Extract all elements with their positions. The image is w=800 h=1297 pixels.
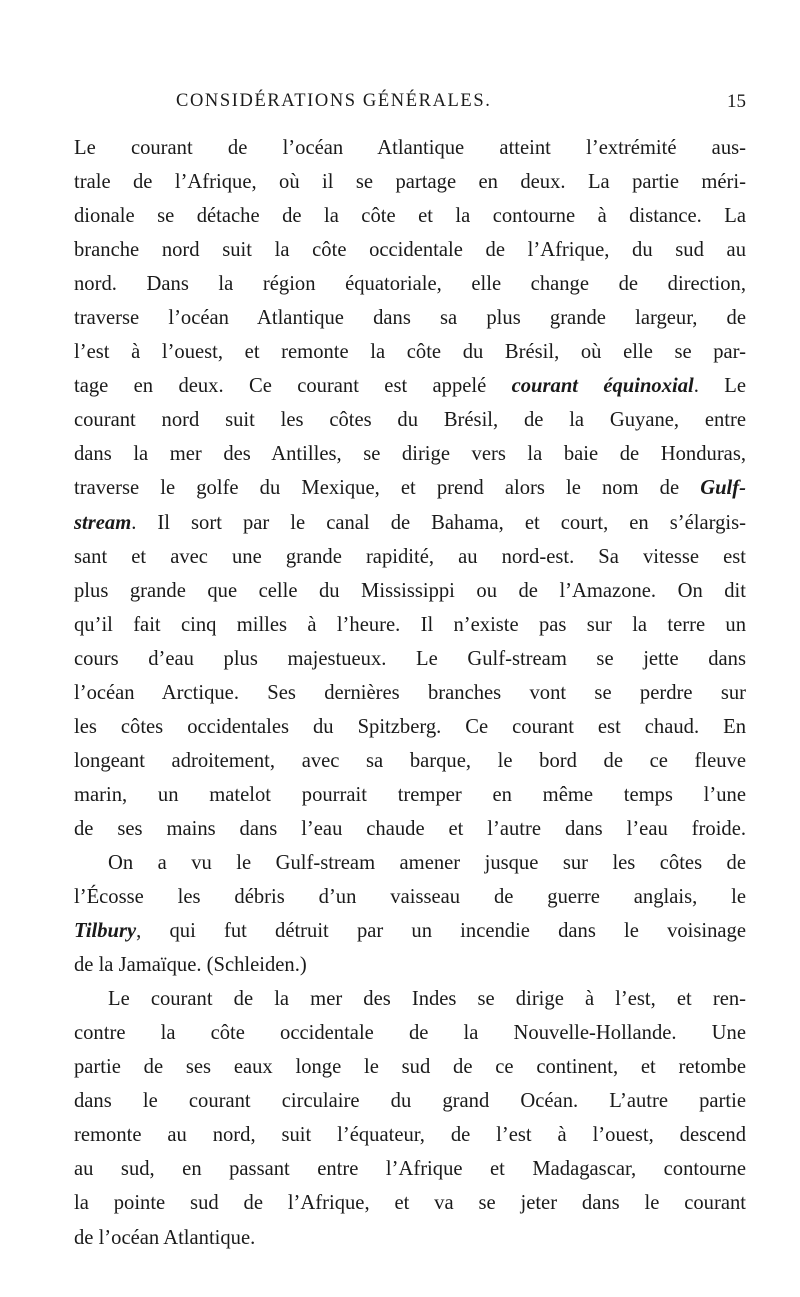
text-run: . Le [693, 375, 746, 398]
text-line [74, 301, 746, 335]
text-run: nord. Dans la région équatoriale, elle change de direction, [74, 273, 746, 296]
text-run: branche nord suit la côte occidentale de l’Afrique, du sud au [74, 239, 746, 262]
text-line [74, 948, 746, 982]
text-line [74, 608, 746, 642]
text-run: , qui fut détruit par un incendie dans le voisinage [136, 920, 746, 943]
text-run: au sud, en passant entre l’Afrique et Madagascar, contourne [74, 1158, 746, 1181]
text-line [74, 778, 746, 812]
text-line [74, 1050, 746, 1084]
text-run: de ses mains dans l’eau chaude et l’autre dans l’eau froide. [74, 817, 746, 840]
text-line [74, 437, 746, 471]
text-line [74, 267, 746, 301]
text-run: dionale se détache de la côte et la contourne à distance. La [74, 205, 746, 228]
text-run: trale de l’Afrique, où il se partage en deux. La partie méri- [74, 171, 746, 194]
text-run: Le courant de la mer des Indes se dirige à l’est, et ren- [108, 988, 746, 1011]
text-line [74, 812, 746, 846]
text-line [74, 914, 746, 948]
text-line [74, 744, 746, 778]
text-run: tage en deux. Ce courant est appelé [74, 375, 512, 398]
text-line [74, 199, 746, 233]
text-line [74, 574, 746, 608]
text-line [74, 233, 746, 267]
text-run: de l’océan Atlantique. [74, 1226, 256, 1249]
text-run: les côtes occidentales du Spitzberg. Ce courant est chaud. En [74, 715, 746, 738]
text-line [74, 1084, 746, 1118]
text-line [74, 131, 746, 165]
text-run: traverse le golfe du Mexique, et prend alors le nom de [74, 477, 701, 500]
text-line [74, 676, 746, 710]
text-line [74, 1221, 746, 1255]
italic-term: courant équinoxial [511, 375, 694, 398]
text-run: la pointe sud de l’Afrique, et va se jeter dans le courant [74, 1192, 746, 1215]
text-run: remonte au nord, suit l’équateur, de l’est à l’ouest, descend [74, 1124, 746, 1147]
text-line [74, 846, 746, 880]
text-run: dans le courant circulaire du grand Océan. L’autre partie [74, 1090, 746, 1113]
text-run: l’océan Arctique. Ses dernières branches vont se perdre sur [74, 681, 746, 704]
text-line [74, 165, 746, 199]
body-text [74, 131, 746, 1255]
text-run: courant nord suit les côtes du Brésil, de la Guyane, entre [74, 409, 746, 432]
text-run: plus grande que celle du Mississippi ou de l’Amazone. On dit [74, 579, 746, 602]
text-line [74, 369, 746, 403]
text-run: cours d’eau plus majestueux. Le Gulf-stream se jette dans [74, 647, 746, 670]
text-run: l’Écosse les débris d’un vaisseau de guerre anglais, le [74, 886, 746, 909]
text-line [74, 540, 746, 574]
text-line [74, 506, 746, 540]
text-line [74, 403, 746, 437]
italic-term: stream [74, 511, 132, 534]
text-line [74, 982, 746, 1016]
text-run: sant et avec une grande rapidité, au nord-est. Sa vitesse est [74, 545, 746, 568]
text-run: qu’il fait cinq milles à l’heure. Il n’existe pas sur la terre un [74, 613, 746, 636]
running-title: CONSIDÉRATIONS GÉNÉRALES. [176, 91, 492, 111]
text-run: . Il sort par le canal de Bahama, et court, en s’élargis- [131, 511, 746, 534]
running-header [176, 91, 746, 117]
page-number: 15 [727, 91, 746, 112]
text-line [74, 1152, 746, 1186]
text-line [74, 1016, 746, 1050]
text-line [74, 1118, 746, 1152]
text-run: Le courant de l’océan Atlantique atteint l’extrémité aus- [74, 137, 746, 159]
text-run: de la Jamaïque. (Schleiden.) [74, 954, 307, 977]
text-line [74, 471, 746, 505]
text-line [74, 335, 746, 369]
text-run: contre la côte occidentale de la Nouvelle-Hollande. Une [74, 1022, 746, 1045]
text-line [74, 642, 746, 676]
text-line [74, 710, 746, 744]
text-run: longeant adroitement, avec sa barque, le bord de ce fleuve [74, 749, 746, 772]
text-run: On a vu le Gulf-stream amener jusque sur les côtes de [108, 851, 746, 874]
italic-term: Tilbury [74, 920, 137, 943]
text-run: l’est à l’ouest, et remonte la côte du Brésil, où elle se par- [74, 341, 746, 364]
text-run: partie de ses eaux longe le sud de ce continent, et retombe [74, 1056, 746, 1079]
text-run: marin, un matelot pourrait tremper en même temps l’une [74, 783, 746, 806]
text-line [74, 1186, 746, 1220]
text-line [74, 880, 746, 914]
text-run: traverse l’océan Atlantique dans sa plus grande largeur, de [74, 307, 746, 330]
italic-term: Gulf- [700, 477, 746, 500]
text-run: dans la mer des Antilles, se dirige vers la baie de Honduras, [74, 443, 746, 466]
